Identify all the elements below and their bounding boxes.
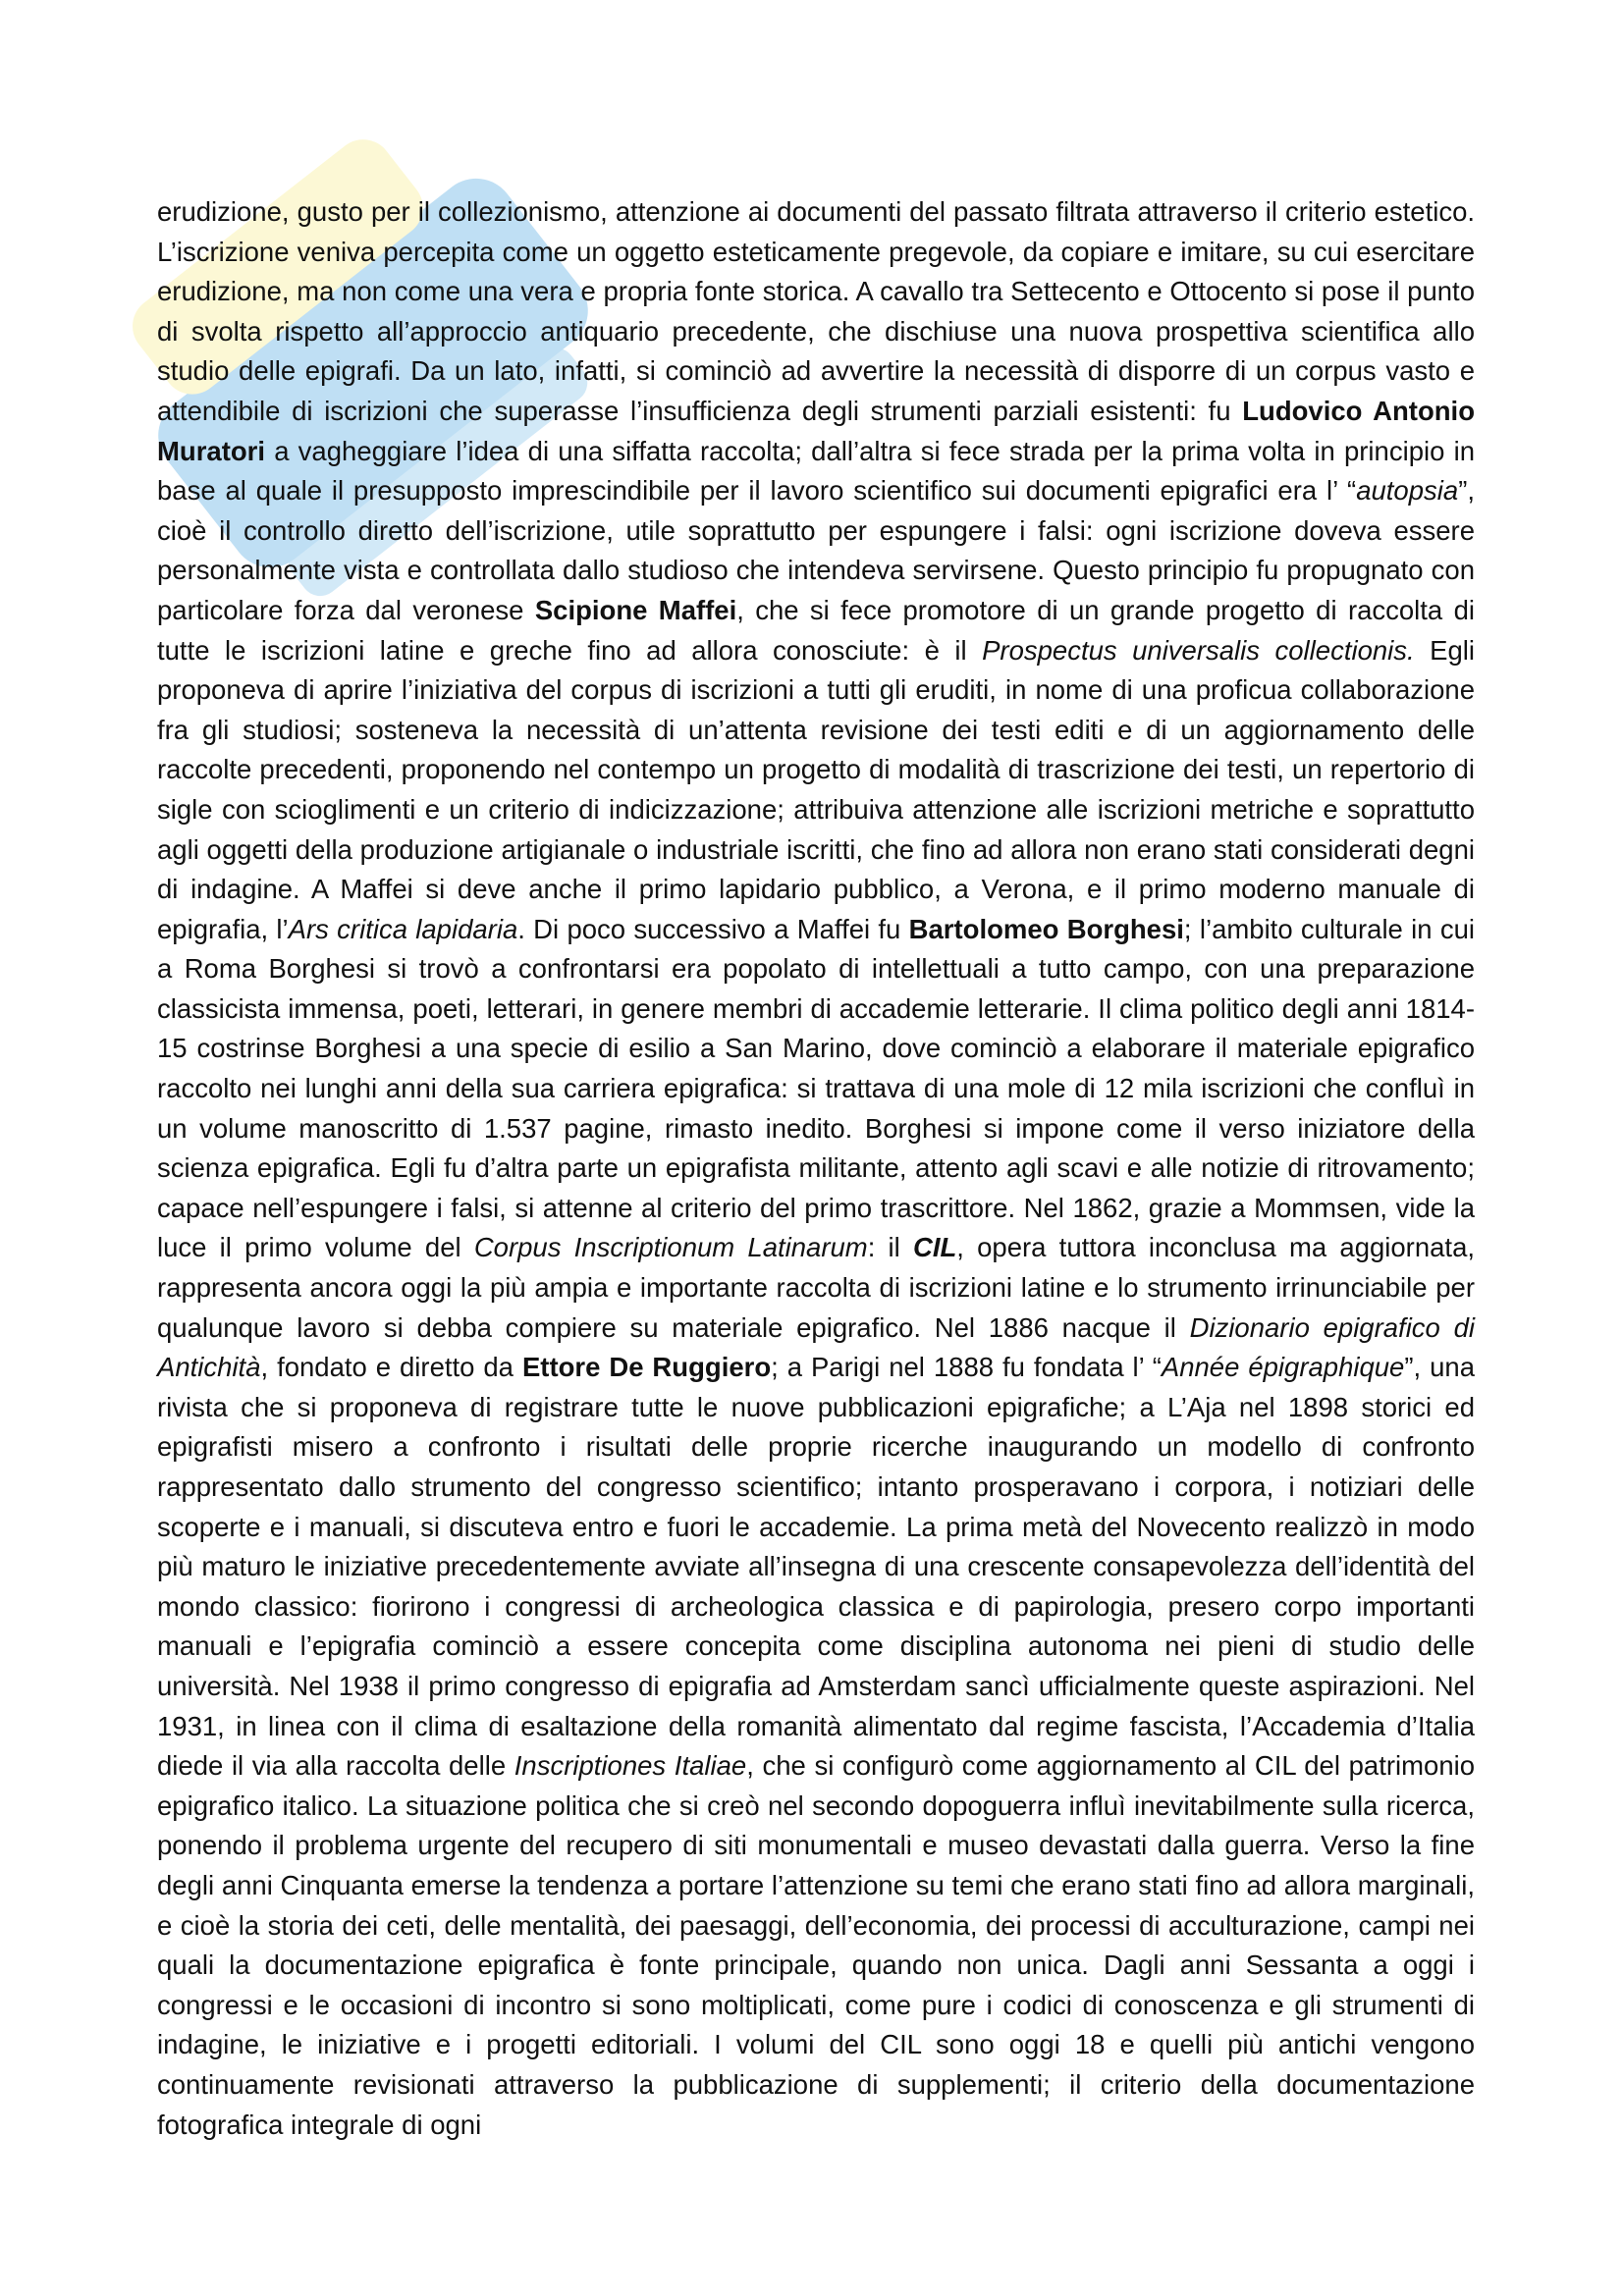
emphasis-text: Inscriptiones Italiae (514, 1750, 747, 1782)
emphasis-text: Dizionario epigrafico di Antichità (157, 1311, 1475, 1383)
emphasis-text: Année épigraphique (1161, 1352, 1405, 1383)
emphasis-text: Ludovico Antonio Muratori (157, 395, 1475, 466)
emphasis-text: Scipione Maffei (534, 594, 737, 625)
emphasis-text: Ettore De Ruggiero (521, 1352, 772, 1383)
emphasis-text: Prospectus universalis collectionis. (982, 634, 1415, 666)
text-run: ”, cioè il controllo diretto dell’iscrizione, utile soprattutto per espungere i falsi: ogni iscrizione doveva essere personalmente vista e controllata dallo studioso che intendeva servirsene. Questo principio fu propugnato con particolare forza dal veronese (157, 475, 1475, 625)
text-run: , opera tuttora inconclusa ma aggiornata, rappresenta ancora oggi la più ampia e importante raccolta di iscrizioni latine e lo strumento irrinunciabile per qualunque lavoro si debba compiere su materiale epigrafico. Nel 1886 nacque il (157, 1232, 1476, 1343)
text-run: ; a Parigi nel 1888 fu fondata l’ “ (771, 1352, 1162, 1383)
emphasis-text: Ars critica lapidaria (288, 913, 518, 944)
text-run: . Di poco successivo a Maffei fu (517, 913, 909, 944)
text-run: , fondato e diretto da (260, 1352, 522, 1383)
text-run: , che si fece promotore di un grande progetto di raccolta di tutte le iscrizioni latine e greche fino ad allora conosciute: è il (157, 594, 1475, 666)
text-run: ; l’ambito culturale in cui a Roma Borghesi si trovò a confrontarsi era popolato di intellettuali a tutto campo, con una preparazione classicista immensa, poeti, letterari, in genere membri di accademie letterarie. Il clima politico degli anni 1814-15 costrinse Borghesi a una specie di esilio a San Marino, dove cominciò a elaborare il materiale epigrafico raccolto nei lunghi anni della sua carriera epigrafica: si trattava di una mole di 12 mila iscrizioni che confluì in un volume manoscritto di 1.537 pagine, rimasto inedito. Borghesi si impone come il verso iniziatore della scienza epigrafica. Egli fu d’altra parte un epigrafista militante, attento agli scavi e alle notizie di ritrovamento; capace nell’espungere i falsi, si attenne al criterio del primo trascrittore. Nel 1862, grazie a Mommsen, vide la luce il primo volume del (157, 913, 1475, 1263)
emphasis-text: Bartolomeo Borghesi (908, 913, 1184, 944)
emphasis-text: CIL (912, 1232, 957, 1263)
emphasis-text: autopsia (1356, 475, 1459, 507)
text-run: ”, una rivista che si proponeva di registrare tutte le nuove pubblicazioni epigrafiche; a L’Aja nel 1898 storici ed epigrafisti misero a confronto i risultati delle proprie ricerche inaugurando un modello di confronto rappresentato dallo strumento del congresso scientifico; intanto prosperavano i corpora, i notiziari delle scoperte e i manuali, si discuteva entro e fuori le accademie. La prima metà del Novecento realizzò in modo più maturo le iniziative precedentemente avviate all’insegna di una crescente consapevolezza dell’identità del mondo classico: fiorirono i congressi di archeologica classica e di papirologia, presero corpo importanti manuali e l’epigrafia cominciò a essere concepita come disciplina autonoma nei pieni di studio delle università. Nel 1938 il primo congresso di epigrafia ad Amsterdam sancì ufficialmente queste aspirazioni. Nel 1931, in linea con il clima di esaltazione della romanità alimentato dal regime fascista, l’Accademia d’Italia diede il via alla raccolta delle (157, 1352, 1475, 1782)
text-run: erudizione, gusto per il collezionismo, attenzione ai documenti del passato filtrata attraverso il criterio estetico. L’iscrizione veniva percepita come un oggetto esteticamente pregevole, da copiare e imitare, su cui esercitare erudizione, ma non come una vera e propria fonte storica. A cavallo tra Settecento e Ottocento si pose il punto di svolta rispetto all’approccio antiquario precedente, che dischiuse una nuova prospettiva scientifica allo studio delle epigrafi. Da un lato, infatti, si cominciò ad avvertire la necessità di disporre di un corpus vasto e attendibile di iscrizioni che superasse l’insufficienza degli strumenti parziali esistenti: fu (157, 196, 1475, 426)
emphasis-text: Corpus Inscriptionum Latinarum (473, 1232, 868, 1263)
text-run: a vagheggiare l’idea di una siffatta raccolta; dall’altra si fece strada per la prima volta in principio in base al quale il presupposto imprescindibile per il lavoro scientifico sui documenti epigrafici era l’ “ (157, 435, 1475, 507)
text-run: : il (867, 1232, 913, 1263)
text-run: Egli proponeva di aprire l’iniziativa del corpus di iscrizioni a tutti gli eruditi, in nome di una proficua collaborazione fra gli studiosi; sosteneva la necessità di un’attenta revisione dei testi editi e di un aggiornamento delle raccolte precedenti, proponendo nel contempo un progetto di modalità di trascrizione dei testi, un repertorio di sigle con scioglimenti e un criterio di indicizzazione; attribuiva attenzione alle iscrizioni metriche e soprattutto agli oggetti della produzione artigianale o industriale iscritti, che fino ad allora non erano stati considerati degni di indagine. A Maffei si deve anche il primo lapidario pubblico, a Verona, e il primo moderno manuale di epigrafia, l’ (157, 634, 1475, 944)
text-run: , che si configurò come aggiornamento al CIL del patrimonio epigrafico italico. La situazione politica che si creò nel secondo dopoguerra influì inevitabilmente sulla ricerca, ponendo il problema urgente del recupero di siti monumentali e museo devastati dalla guerra. Verso la fine degli anni Cinquanta emerse la tendenza a portare l’attenzione su temi che erano stati fino ad allora marginali, e cioè la storia dei ceti, delle mentalità, dei paesaggi, dell’economia, dei processi di acculturazione, campi nei quali la documentazione epigrafica è fonte principale, quando non unica. Dagli anni Sessanta a oggi i congressi e le occasioni di incontro si sono moltiplicati, come pure i codici di conoscenza e gli strumenti di indagine, le iniziative e i progetti editoriali. I volumi del CIL sono oggi 18 e quelli più antichi vengono continuamente revisionati attraverso la pubblicazione di supplementi; il criterio della documentazione fotografica integrale di ogni (157, 1750, 1476, 2140)
body-paragraph (157, 192, 1475, 2145)
